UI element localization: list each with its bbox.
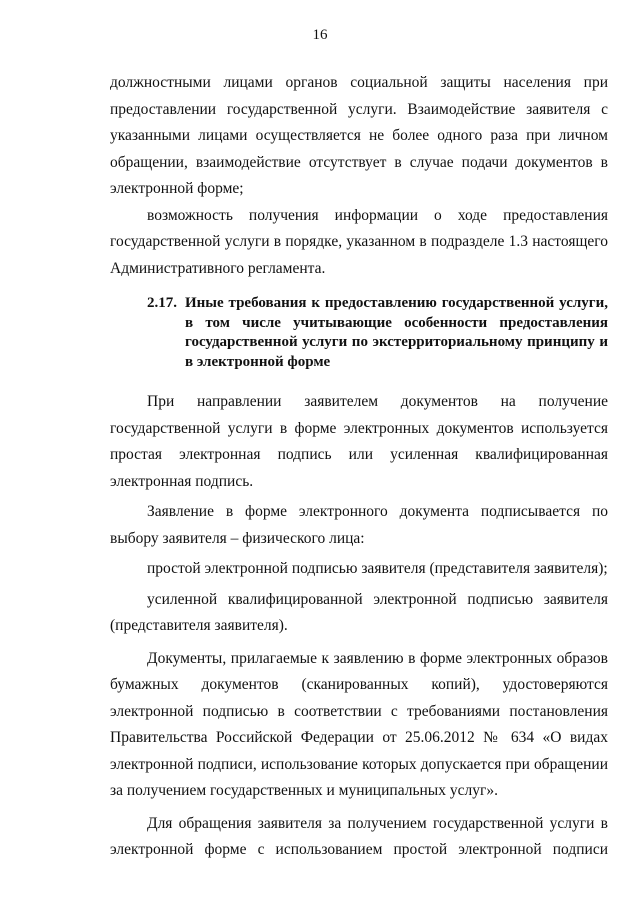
paragraph-simple-signature-request: Для обращения заявителя за получением государственной услуги в электронной форме с использованием простой электронной подписи <box>110 814 608 858</box>
list-item-simple-signature: простой электронной подписью заявителя (представителя заявителя); <box>147 560 608 577</box>
paragraph-officials-interaction: должностными лицами органов социальной защиты населения при предоставлении государственной услуги. Взаимодействие заявителя с указанными лицами осуществляется не более одного раза при личном обращении, взаимодействие отсутствует в случае подачи документов в электронной форме; <box>110 74 608 197</box>
paragraph-status-information: возможность получения информации о ходе предоставления государственной услуги в порядке, указанном в подразделе 1.3 настоящего Административного регламента. <box>110 206 608 277</box>
section-heading <box>147 294 608 372</box>
paragraph-attached-documents: Документы, прилагаемые к заявлению в форме электронных образов бумажных документов (сканированных копий), удостоверяются электронной подписью в соответствии с требованиями постановления Правительства Российской Федерации от 25.06.2012 № 634 «О видах электронной подписи, использование которых допускается при обращении за получением государственных и муниципальных услуг». <box>110 649 608 799</box>
list-item-qualified-signature: усиленной квалифицированной электронной подписью заявителя (представителя заявителя). <box>110 590 608 634</box>
section-title: Иные требования к предоставлению государственной услуги, в том числе учитывающие особенности предоставления государственной услуги по экстерриториальному принципу и в электронной форме <box>185 295 608 370</box>
page-number: 16 <box>312 27 328 43</box>
section-number: 2.17. <box>147 295 177 311</box>
document-body <box>110 70 608 864</box>
paragraph-electronic-signature-types: При направлении заявителем документов на получение государственной услуги в форме электронных документов используется простая электронная подпись или усиленная квалифицированная электронная подпись. <box>110 393 608 490</box>
paragraph-application-signing: Заявление в форме электронного документа подписывается по выбору заявителя – физического лица: <box>110 503 608 547</box>
